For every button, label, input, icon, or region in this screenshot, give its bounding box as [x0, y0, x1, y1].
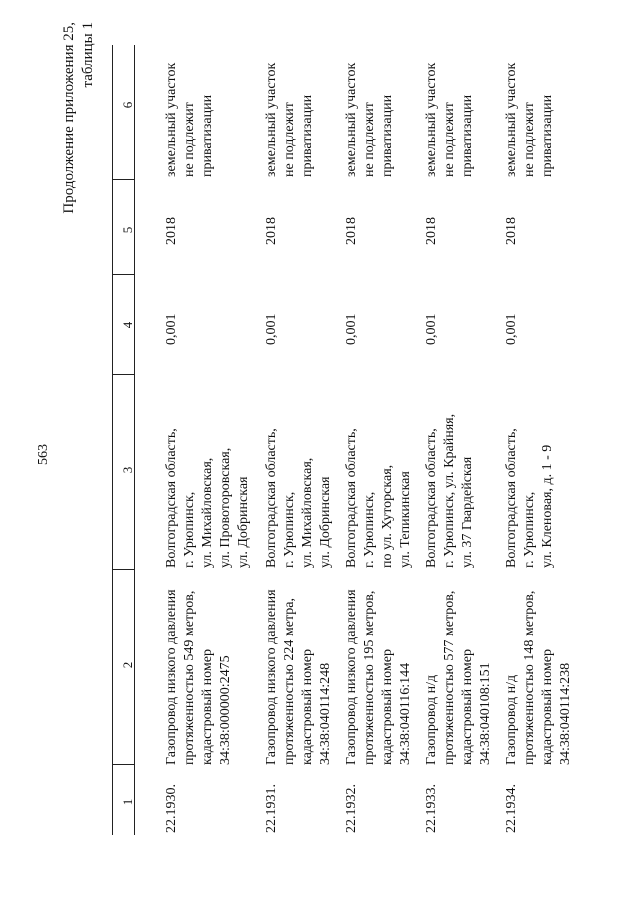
continuation-line-1: Продолжение приложения 25, — [61, 22, 77, 214]
column-divider-1 — [112, 764, 134, 765]
row-number: 22.1933. — [424, 784, 439, 833]
object-name: Газопровод низкого давления протяженностью 224 метра, кадастровый номер 34:38:040114:248 — [264, 589, 333, 765]
header-col-1: 1 — [120, 798, 135, 806]
header-col-3: 3 — [120, 466, 135, 474]
continuation-line-2: таблицы 1 — [80, 22, 96, 88]
note: земельный участок не подлежит приватизации — [264, 62, 315, 177]
header-col-5: 5 — [120, 226, 135, 234]
land-area: 0,001 — [164, 313, 179, 345]
header-col-6: 6 — [120, 101, 135, 109]
header-col-4: 4 — [120, 321, 135, 329]
land-area: 0,001 — [344, 313, 359, 345]
page-number: 563 — [36, 444, 51, 465]
column-divider-5 — [112, 179, 134, 180]
land-area: 0,001 — [424, 313, 439, 345]
object-name: Газопровод н/д протяженностью 577 метров, кадастровый номер 34:38:040108:151 — [424, 590, 493, 765]
object-name: Газопровод низкого давления протяженностью 549 метров, кадастровый номер 34:38:000000:2475 — [164, 589, 233, 765]
note: земельный участок не подлежит приватизации — [164, 62, 215, 177]
land-area: 0,001 — [504, 313, 519, 345]
land-area: 0,001 — [264, 313, 279, 345]
header-col-2: 2 — [120, 661, 135, 669]
object-address: Волгоградская область, г. Урюпинск, по ул. Хуторская, ул. Тепикинская — [344, 428, 413, 568]
year: 2018 — [164, 217, 179, 245]
object-name: Газопровод низкого давления протяженностью 195 метров, кадастровый номер 34:38:040116:144 — [344, 589, 413, 765]
column-divider-3 — [112, 374, 134, 375]
year: 2018 — [264, 217, 279, 245]
row-number: 22.1934. — [504, 784, 519, 833]
year: 2018 — [504, 217, 519, 245]
row-number: 22.1931. — [264, 784, 279, 833]
column-divider-4 — [112, 274, 134, 275]
row-number: 22.1932. — [344, 784, 359, 833]
column-divider-2 — [112, 569, 134, 570]
object-address: Волгоградская область, г. Урюпинск, ул. Крайняя, ул. 37 Гвардейская — [424, 413, 475, 568]
object-address: Волгоградская область, г. Урюпинск, ул. Кленовая, д. 1 - 9 — [504, 428, 555, 568]
year: 2018 — [424, 217, 439, 245]
header-bottom-border — [134, 45, 135, 835]
note: земельный участок не подлежит приватизации — [424, 62, 475, 177]
row-number: 22.1930. — [164, 784, 179, 833]
object-name: Газопровод н/д протяженностью 148 метров, кадастровый номер 34:38:040114:238 — [504, 590, 573, 765]
object-address: Волгоградская область, г. Урюпинск, ул. Михайловская, ул. Провоторовская, ул. Добринская — [164, 428, 251, 568]
note: земельный участок не подлежит приватизации — [504, 62, 555, 177]
year: 2018 — [344, 217, 359, 245]
object-address: Волгоградская область, г. Урюпинск, ул. Михайловская, ул. Добринская — [264, 428, 333, 568]
note: земельный участок не подлежит приватизации — [344, 62, 395, 177]
table-top-border — [112, 45, 113, 835]
